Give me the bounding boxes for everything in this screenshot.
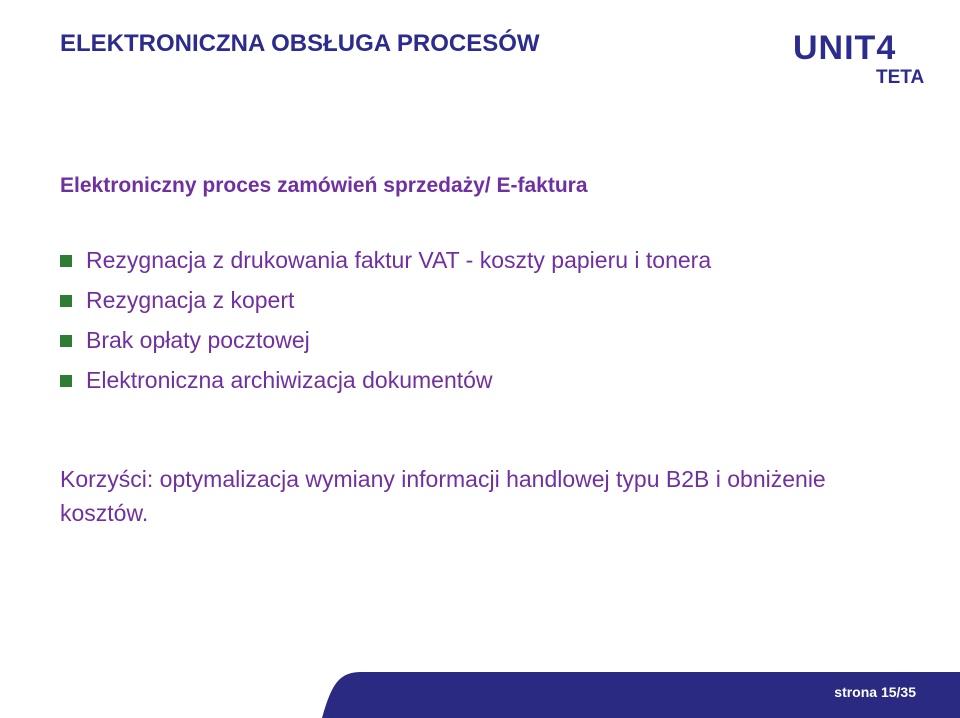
bullet-text: Rezygnacja z kopert [86,286,295,313]
bullet-item [60,240,711,280]
bullet-text: Elektroniczna archiwizacja dokumentów [86,366,493,393]
bullet-list [60,240,711,400]
bullet-text: Brak opłaty pocztowej [86,326,310,353]
benefits-paragraph: Korzyści: optymalizacja wymiany informacji handlowej typu B2B i obniżenie kosztów. [60,466,826,526]
logo-sub-text: TETA [876,67,925,87]
bullet-text: Rezygnacja z drukowania faktur VAT - koszty papieru i tonera [86,246,712,273]
bullet-square-icon [60,255,72,267]
bullet-item [60,320,711,360]
unit4-wordmark [793,31,896,67]
bullet-square-icon [60,335,72,347]
unit4-teta-logo [793,31,933,87]
slide-title: ELEKTRONICZNA OBSŁUGA PROCESÓW [60,30,540,57]
bullet-item [60,360,711,400]
bullet-square-icon [60,375,72,387]
bullet-square-icon [60,295,72,307]
section-subtitle: Elektroniczny proces zamówień sprzedaży/ E-faktura [60,174,588,197]
logo-wordmark-text: UNIT4 [793,31,897,67]
page-indicator: strona 15/35 [834,684,916,700]
bullet-item [60,280,711,320]
